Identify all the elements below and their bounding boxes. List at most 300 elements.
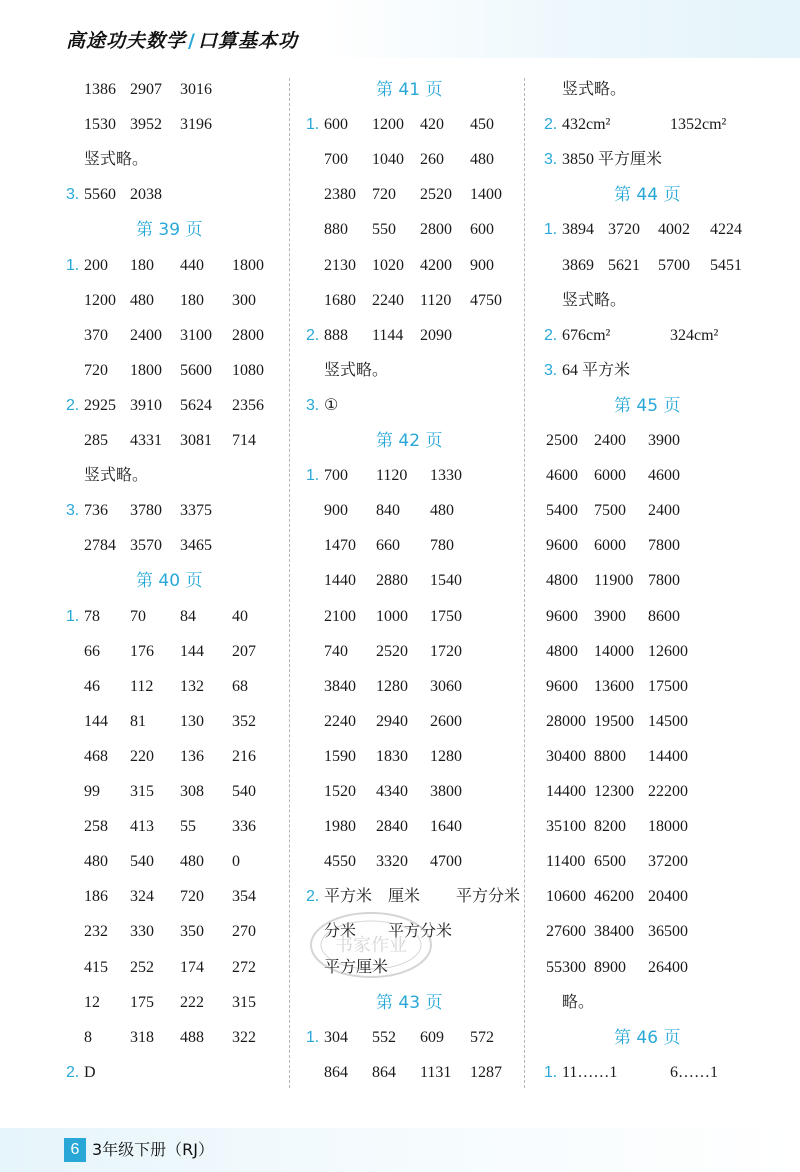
answer-value: 64 平方米	[562, 362, 631, 379]
answer-value: 130	[180, 713, 204, 730]
answer-value: 8200	[594, 818, 626, 835]
answer-value: 1120	[420, 292, 452, 309]
answer-value: 5624	[180, 397, 212, 414]
question-number-dot: .	[74, 397, 79, 414]
answer-value: 260	[420, 151, 444, 168]
page-section-heading: 第 39 页	[136, 220, 203, 240]
answer-value: 336	[232, 818, 256, 835]
answer-value: 480	[84, 853, 108, 870]
answer-value: 17500	[648, 678, 688, 695]
answer-value: 竖式略。	[562, 81, 627, 98]
answer-value: 736	[84, 502, 108, 519]
answer-value: 3900	[648, 432, 680, 449]
answer-row	[306, 113, 494, 137]
answer-value: 1200	[372, 116, 404, 133]
answer-row	[544, 113, 727, 137]
answer-value: 平方米	[324, 888, 373, 905]
answer-value: 1640	[430, 818, 462, 835]
page-section-heading: 第 46 页	[614, 1028, 681, 1048]
answer-value: 2500	[546, 432, 578, 449]
answer-value: 3869	[562, 257, 594, 274]
question-number: 2	[66, 397, 75, 414]
answer-value: 14400	[546, 783, 586, 800]
answer-value: 112	[130, 678, 154, 695]
answer-value: 480	[130, 292, 154, 309]
answer-value: 720	[84, 362, 108, 379]
answer-value: 1980	[324, 818, 356, 835]
answer-value: 30400	[546, 748, 586, 765]
question-number-dot: .	[314, 116, 319, 133]
question-number: 1	[66, 608, 75, 625]
answer-value: 1280	[376, 678, 408, 695]
answer-value: 3100	[180, 327, 212, 344]
answer-value: 488	[180, 1029, 204, 1046]
answer-value: 2600	[430, 713, 462, 730]
answer-value: 4200	[420, 257, 452, 274]
answer-row	[544, 148, 663, 172]
answer-value: 2356	[232, 397, 264, 414]
answer-value: 468	[84, 748, 108, 765]
answer-value: 5400	[546, 502, 578, 519]
answer-value: 308	[180, 783, 204, 800]
answer-value: 540	[130, 853, 154, 870]
watermark-text: 书家作业	[335, 935, 407, 956]
answer-value: 207	[232, 643, 256, 660]
answer-value: 176	[130, 643, 154, 660]
page-section-heading: 第 42 页	[376, 431, 443, 451]
answer-value: 11900	[594, 572, 634, 589]
answer-value: 1520	[324, 783, 356, 800]
question-number: 2	[306, 888, 315, 905]
answer-value: 318	[130, 1029, 154, 1046]
answer-value: 552	[372, 1029, 396, 1046]
answer-value: 600	[470, 221, 494, 238]
answer-value: 330	[130, 923, 154, 940]
question-number: 1	[306, 1029, 315, 1046]
question-number: 3	[66, 502, 75, 519]
answer-value: 3894	[562, 221, 594, 238]
answer-row	[544, 218, 742, 242]
question-number: 3	[66, 186, 75, 203]
answer-value: 5560	[84, 186, 116, 203]
answer-value: 136	[180, 748, 204, 765]
question-number: 2	[306, 327, 315, 344]
answer-value: 4600	[546, 467, 578, 484]
question-number-dot: .	[314, 1029, 319, 1046]
answer-value: 12300	[594, 783, 634, 800]
answer-value: 3375	[180, 502, 212, 519]
answer-value: 18000	[648, 818, 688, 835]
question-number: 1	[66, 257, 75, 274]
answer-value: 3060	[430, 678, 462, 695]
answer-value: 81	[130, 713, 146, 730]
answer-value: 450	[470, 116, 494, 133]
answer-value: 432cm²	[562, 116, 611, 133]
answer-value: 11400	[546, 853, 586, 870]
answer-value: 350	[180, 923, 204, 940]
answer-value: 3081	[180, 432, 212, 449]
answer-value: 1131	[420, 1064, 452, 1081]
answer-value: 37200	[648, 853, 688, 870]
answer-value: 1080	[232, 362, 264, 379]
answer-value: 413	[130, 818, 154, 835]
answer-value: 1440	[324, 572, 356, 589]
answer-value: 5700	[658, 257, 690, 274]
answer-value: 285	[84, 432, 108, 449]
answer-value: 8800	[594, 748, 626, 765]
question-number-dot: .	[74, 502, 79, 519]
answer-value: 175	[130, 994, 154, 1011]
column-divider-2	[524, 78, 525, 1088]
answer-value: 180	[130, 257, 154, 274]
question-number: 2	[544, 327, 553, 344]
question-number-dot: .	[552, 327, 557, 344]
answer-value: 2800	[232, 327, 264, 344]
answer-value: 720	[372, 186, 396, 203]
answer-row	[66, 394, 264, 418]
answer-value: 3196	[180, 116, 212, 133]
page-number: 6	[64, 1138, 86, 1162]
answer-value: 5621	[608, 257, 640, 274]
answer-value: 3800	[430, 783, 462, 800]
answer-value: 3465	[180, 537, 212, 554]
answer-value: 864	[324, 1064, 348, 1081]
question-number: 1	[544, 1064, 553, 1081]
answer-row	[66, 254, 264, 278]
answer-value: 780	[430, 537, 454, 554]
answer-value: 1330	[430, 467, 462, 484]
answer-value: 1040	[372, 151, 404, 168]
answer-row	[66, 183, 162, 207]
answer-value: 2400	[130, 327, 162, 344]
answer-value: 6000	[594, 467, 626, 484]
answer-value: 354	[232, 888, 256, 905]
answer-value: 26400	[648, 959, 688, 976]
answer-value: 13600	[594, 678, 634, 695]
answer-value: 1590	[324, 748, 356, 765]
answer-value: 5600	[180, 362, 212, 379]
answer-value: 4224	[710, 221, 742, 238]
question-number-dot: .	[552, 151, 557, 168]
answer-value: 7800	[648, 537, 680, 554]
question-number: 3	[544, 151, 553, 168]
answer-value: 2038	[130, 186, 162, 203]
answer-value: 4800	[546, 572, 578, 589]
answer-value: 平方分米	[456, 888, 521, 905]
question-number: 1	[544, 221, 553, 238]
page-section-heading: 第 40 页	[136, 571, 203, 591]
answer-value: 900	[324, 502, 348, 519]
answer-value: 2400	[594, 432, 626, 449]
answer-row	[544, 1061, 718, 1085]
answer-value: 1680	[324, 292, 356, 309]
answer-value: 315	[232, 994, 256, 1011]
answer-value: 2130	[324, 257, 356, 274]
watermark-stamp	[296, 905, 446, 985]
answer-value: 竖式略。	[562, 292, 627, 309]
answer-value: 4002	[658, 221, 690, 238]
answer-value: 352	[232, 713, 256, 730]
answer-value: 880	[324, 221, 348, 238]
question-number-dot: .	[552, 1064, 557, 1081]
answer-value: 6000	[594, 537, 626, 554]
answer-value: 258	[84, 818, 108, 835]
answer-value: 3780	[130, 502, 162, 519]
question-number-dot: .	[74, 608, 79, 625]
answer-value: 315	[130, 783, 154, 800]
answer-row	[306, 324, 452, 348]
answer-value: 2925	[84, 397, 116, 414]
answer-value: 84	[180, 608, 196, 625]
answer-value: 480	[470, 151, 494, 168]
answer-value: 4600	[648, 467, 680, 484]
answer-value: 平方分米	[388, 923, 453, 940]
answer-value: 740	[324, 643, 348, 660]
answer-value: 68	[232, 678, 248, 695]
answer-value: 6500	[594, 853, 626, 870]
answer-value: 2784	[84, 537, 116, 554]
answer-value: 1120	[376, 467, 408, 484]
answer-value: 322	[232, 1029, 256, 1046]
answer-value: 132	[180, 678, 204, 695]
answer-value: 720	[180, 888, 204, 905]
question-number: 1	[306, 467, 315, 484]
answer-value: 竖式略。	[84, 151, 149, 168]
answer-value: 1386	[84, 81, 116, 98]
answer-value: 2240	[372, 292, 404, 309]
answer-value: 8	[84, 1029, 92, 1046]
answer-value: 2400	[648, 502, 680, 519]
answer-value: 304	[324, 1029, 348, 1046]
page-section-heading: 第 45 页	[614, 396, 681, 416]
answer-value: 3720	[608, 221, 640, 238]
answer-value: 1000	[376, 608, 408, 625]
answer-value: 888	[324, 327, 348, 344]
answer-value: 714	[232, 432, 256, 449]
page-section-heading: 第 44 页	[614, 185, 681, 205]
answer-value: 55	[180, 818, 196, 835]
answer-value: 1750	[430, 608, 462, 625]
page-section-heading: 第 41 页	[376, 80, 443, 100]
answer-value: 220	[130, 748, 154, 765]
answer-value: 3850 平方厘米	[562, 151, 663, 168]
answer-value: 19500	[594, 713, 634, 730]
answer-value: 700	[324, 467, 348, 484]
question-number-dot: .	[552, 221, 557, 238]
answer-value: 竖式略。	[324, 362, 389, 379]
answer-value: 7800	[648, 572, 680, 589]
answer-value: 70	[130, 608, 146, 625]
answer-row	[66, 605, 248, 629]
answer-value: 4550	[324, 853, 356, 870]
answer-value: 222	[180, 994, 204, 1011]
brand-title: 高途功夫数学	[66, 30, 187, 52]
answer-value: 36500	[648, 923, 688, 940]
answer-value: 14400	[648, 748, 688, 765]
answer-value: 324cm²	[670, 327, 719, 344]
question-number-dot: .	[552, 362, 557, 379]
answer-value: 270	[232, 923, 256, 940]
answer-value: 600	[324, 116, 348, 133]
answer-value: 6……1	[670, 1064, 718, 1081]
answer-value: 1352cm²	[670, 116, 727, 133]
question-number-dot: .	[74, 1064, 79, 1081]
answer-value: 3900	[594, 608, 626, 625]
answer-value: 0	[232, 853, 240, 870]
answer-value: 370	[84, 327, 108, 344]
answer-value: 2907	[130, 81, 162, 98]
answer-value: 216	[232, 748, 256, 765]
answer-value: 9600	[546, 537, 578, 554]
answer-value: 864	[372, 1064, 396, 1081]
answer-value: 38400	[594, 923, 634, 940]
answer-value: 4750	[470, 292, 502, 309]
answer-value: 1200	[84, 292, 116, 309]
answer-value: 66	[84, 643, 100, 660]
answer-value: 480	[180, 853, 204, 870]
answer-value: 3320	[376, 853, 408, 870]
answer-value: 2100	[324, 608, 356, 625]
answer-value: 2380	[324, 186, 356, 203]
answer-value: 2520	[376, 643, 408, 660]
answer-value: 572	[470, 1029, 494, 1046]
answer-value: 1280	[430, 748, 462, 765]
answer-value: 10600	[546, 888, 586, 905]
answer-value: 480	[430, 502, 454, 519]
answer-value: 1800	[232, 257, 264, 274]
answer-value: 12600	[648, 643, 688, 660]
question-number: 2	[66, 1064, 75, 1081]
answer-value: 300	[232, 292, 256, 309]
answer-value: 9600	[546, 608, 578, 625]
answer-value: 厘米	[388, 888, 421, 905]
question-number: 3	[306, 397, 315, 414]
answer-value: 144	[84, 713, 108, 730]
answer-value: 1287	[470, 1064, 502, 1081]
answer-value: 1530	[84, 116, 116, 133]
answer-value: 20400	[648, 888, 688, 905]
page-header	[66, 26, 298, 53]
answer-value: 3952	[130, 116, 162, 133]
answer-value: 2800	[420, 221, 452, 238]
question-number-dot: .	[552, 116, 557, 133]
answer-value: 99	[84, 783, 100, 800]
answer-value: 2840	[376, 818, 408, 835]
answer-value: 平方厘米	[324, 959, 389, 976]
answer-value: 415	[84, 959, 108, 976]
answer-value: 186	[84, 888, 108, 905]
answer-value: 78	[84, 608, 100, 625]
answer-value: 3016	[180, 81, 212, 98]
answer-value: 700	[324, 151, 348, 168]
answer-value: 272	[232, 959, 256, 976]
answer-value: 8900	[594, 959, 626, 976]
answer-value: D	[84, 1064, 96, 1081]
answer-value: 40	[232, 608, 248, 625]
answer-value: 1800	[130, 362, 162, 379]
answer-value: 5451	[710, 257, 742, 274]
answer-value: 2090	[420, 327, 452, 344]
answer-value: 840	[376, 502, 400, 519]
answer-value: 2880	[376, 572, 408, 589]
question-number-dot: .	[314, 327, 319, 344]
answer-value: 540	[232, 783, 256, 800]
header-subtitle: 口算基本功	[197, 30, 298, 52]
answer-value: 900	[470, 257, 494, 274]
answer-value: 4700	[430, 853, 462, 870]
grade-label: 3年级下册（RJ）	[92, 1140, 215, 1159]
answer-value: 12	[84, 994, 100, 1011]
answer-value: 420	[420, 116, 444, 133]
answer-value: ①	[324, 397, 339, 414]
answer-value: 1830	[376, 748, 408, 765]
answer-value: 4340	[376, 783, 408, 800]
answer-value: 3570	[130, 537, 162, 554]
answer-value: 440	[180, 257, 204, 274]
answer-value: 609	[420, 1029, 444, 1046]
answer-value: 550	[372, 221, 396, 238]
answer-value: 4331	[130, 432, 162, 449]
answer-value: 竖式略。	[84, 467, 149, 484]
answer-value: 1720	[430, 643, 462, 660]
answer-value: 14500	[648, 713, 688, 730]
question-number: 3	[544, 362, 553, 379]
answer-value: 3840	[324, 678, 356, 695]
answer-value: 7500	[594, 502, 626, 519]
answer-value: 略。	[562, 994, 595, 1011]
answer-value: 180	[180, 292, 204, 309]
answer-value: 4800	[546, 643, 578, 660]
answer-value: 232	[84, 923, 108, 940]
answer-value: 55300	[546, 959, 586, 976]
page-section-heading: 第 43 页	[376, 993, 443, 1013]
answer-value: 2520	[420, 186, 452, 203]
answer-value: 28000	[546, 713, 586, 730]
answer-row	[66, 1061, 96, 1085]
answer-value: 660	[376, 537, 400, 554]
answer-row	[66, 499, 212, 523]
answer-value: 9600	[546, 678, 578, 695]
answer-row	[544, 359, 631, 383]
answer-value: 252	[130, 959, 154, 976]
question-number-dot: .	[74, 186, 79, 203]
answer-row	[306, 1026, 494, 1050]
column-divider-1	[289, 78, 290, 1088]
answer-value: 1144	[372, 327, 404, 344]
answer-value: 46200	[594, 888, 634, 905]
answer-row	[544, 324, 719, 348]
answer-value: 22200	[648, 783, 688, 800]
answer-value: 46	[84, 678, 100, 695]
answer-value: 分米	[324, 923, 357, 940]
answer-value: 3910	[130, 397, 162, 414]
answer-value: 676cm²	[562, 327, 611, 344]
answer-value: 324	[130, 888, 154, 905]
answer-value: 1470	[324, 537, 356, 554]
answer-value: 11……1	[562, 1064, 618, 1081]
question-number-dot: .	[314, 467, 319, 484]
question-number: 1	[306, 116, 315, 133]
answer-row	[306, 394, 339, 418]
answer-value: 174	[180, 959, 204, 976]
question-number: 2	[544, 116, 553, 133]
answer-value: 2240	[324, 713, 356, 730]
answer-value: 1020	[372, 257, 404, 274]
answer-value: 1540	[430, 572, 462, 589]
answer-value: 14000	[594, 643, 634, 660]
answer-value: 144	[180, 643, 204, 660]
question-number-dot: .	[74, 257, 79, 274]
